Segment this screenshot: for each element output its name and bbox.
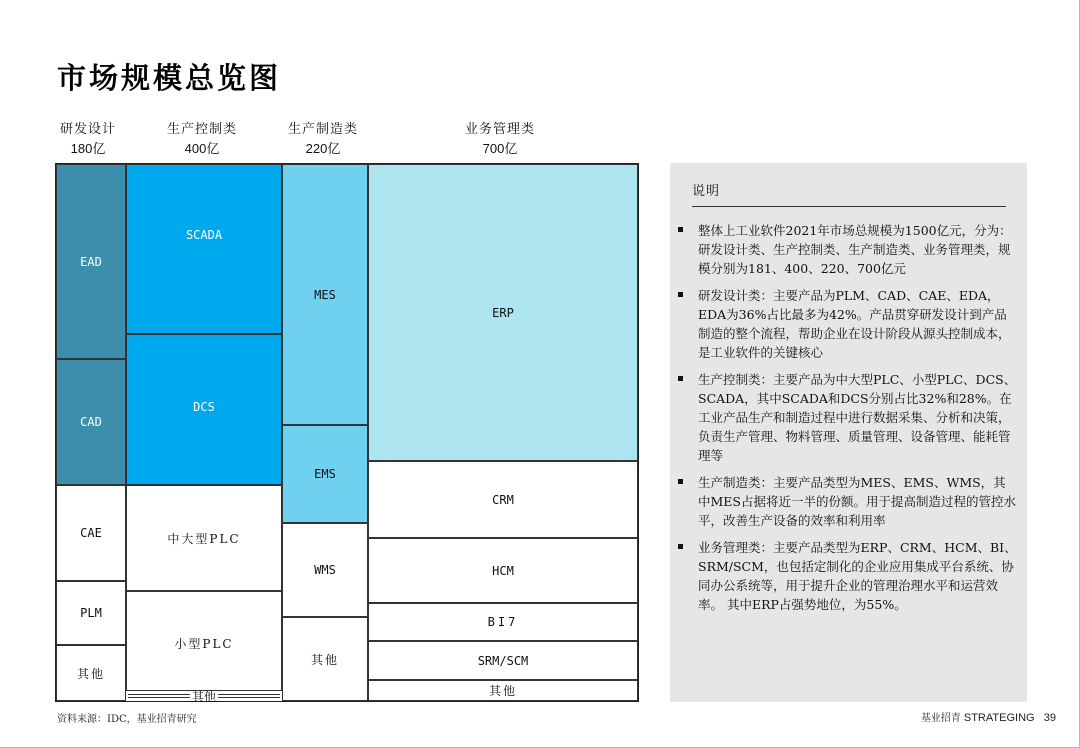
tile-ead: EAD (56, 164, 126, 359)
category-header-rd: 研发设计 180亿 (59, 122, 116, 156)
tile-ems: EMS (282, 425, 368, 523)
tile-mes: MES (282, 164, 368, 425)
bullet-production-control: 生产控制类：主要产品为中大型PLC、小型PLC、DCS、SCADA，其中SCADA和DCS分别占比32%和28%。在工业产品生产和制造过程中进行数据采集、分析和决策，负责生产管理、物料管理、质量管理、设备管理、能耗管理等 (678, 370, 1018, 465)
tile-cae: CAE (56, 485, 126, 581)
tile-bm-other: 其他 (368, 680, 638, 701)
explanation-panel (670, 163, 1027, 702)
footer-brand: 基业招青 STRATEGING 39 (920, 712, 1056, 724)
bullet-production-mfg: 生产制造类：主要产品类型为MES、EMS、WMS，其中MES占据将近一半的份额。用于提高制造过程的管控水平，改善生产设备的效率和利用率 (678, 473, 1018, 530)
tile-erp: ERP (368, 164, 638, 461)
bullet-rd: 研发设计类：主要产品为PLM、CAD、CAE、EDA，EDA为36%占比最多为42%。产品贯穿研发设计到产品制造的整个流程，帮助企业在设计阶段从源头控制成本，是工业软件的关键核心 (678, 286, 1018, 362)
tile-pm-other: 其他 (282, 617, 368, 701)
tile-plm: PLM (56, 581, 126, 645)
category-header-production-mfg: 生产制造类 220亿 (287, 122, 358, 156)
panel-title: 说明 (692, 184, 721, 199)
source-note: 资料来源：IDC，基业招青研究 (57, 714, 197, 725)
bullet-business-mgmt: 业务管理类：主要产品类型为ERP、CRM、HCM、BI、SRM/SCM，也包括定制化的企业应用集成平台系统、协同办公系统等，用于提升企业的管理治理水平和运营效率。 其中ERP占强势地位，为55%。 (678, 538, 1018, 614)
page-number: 39 (1043, 712, 1056, 724)
page-title: 市场规模总览图 (57, 61, 282, 95)
tile-scada: SCADA (126, 164, 282, 334)
category-header-production-control: 生产控制类 400亿 (166, 122, 237, 156)
tile-srm-scm: SRM/SCM (368, 641, 638, 680)
tile-large-plc: 中大型PLC (126, 485, 282, 591)
tile-pc-other: 其他 (126, 690, 282, 701)
tile-crm: CRM (368, 461, 638, 538)
bullet-overview: 整体上工业软件2021年市场总规模为1500亿元，分为：研发设计类、生产控制类、生产制造类、业务管理类，规模分别为181、400、220、700亿元 (678, 221, 1018, 278)
tile-cad: CAD (56, 359, 126, 485)
tile-dcs: DCS (126, 334, 282, 485)
panel-divider (692, 206, 1006, 207)
tile-bi: BI7 (368, 603, 638, 641)
treemap-chart (55, 163, 639, 702)
tile-wms: WMS (282, 523, 368, 617)
tile-rd-other: 其他 (56, 645, 126, 701)
category-header-business-mgmt: 业务管理类 700亿 (464, 122, 535, 156)
explanation-list (678, 221, 1018, 622)
tile-hcm: HCM (368, 538, 638, 603)
tile-small-plc: 小型PLC (126, 591, 282, 695)
